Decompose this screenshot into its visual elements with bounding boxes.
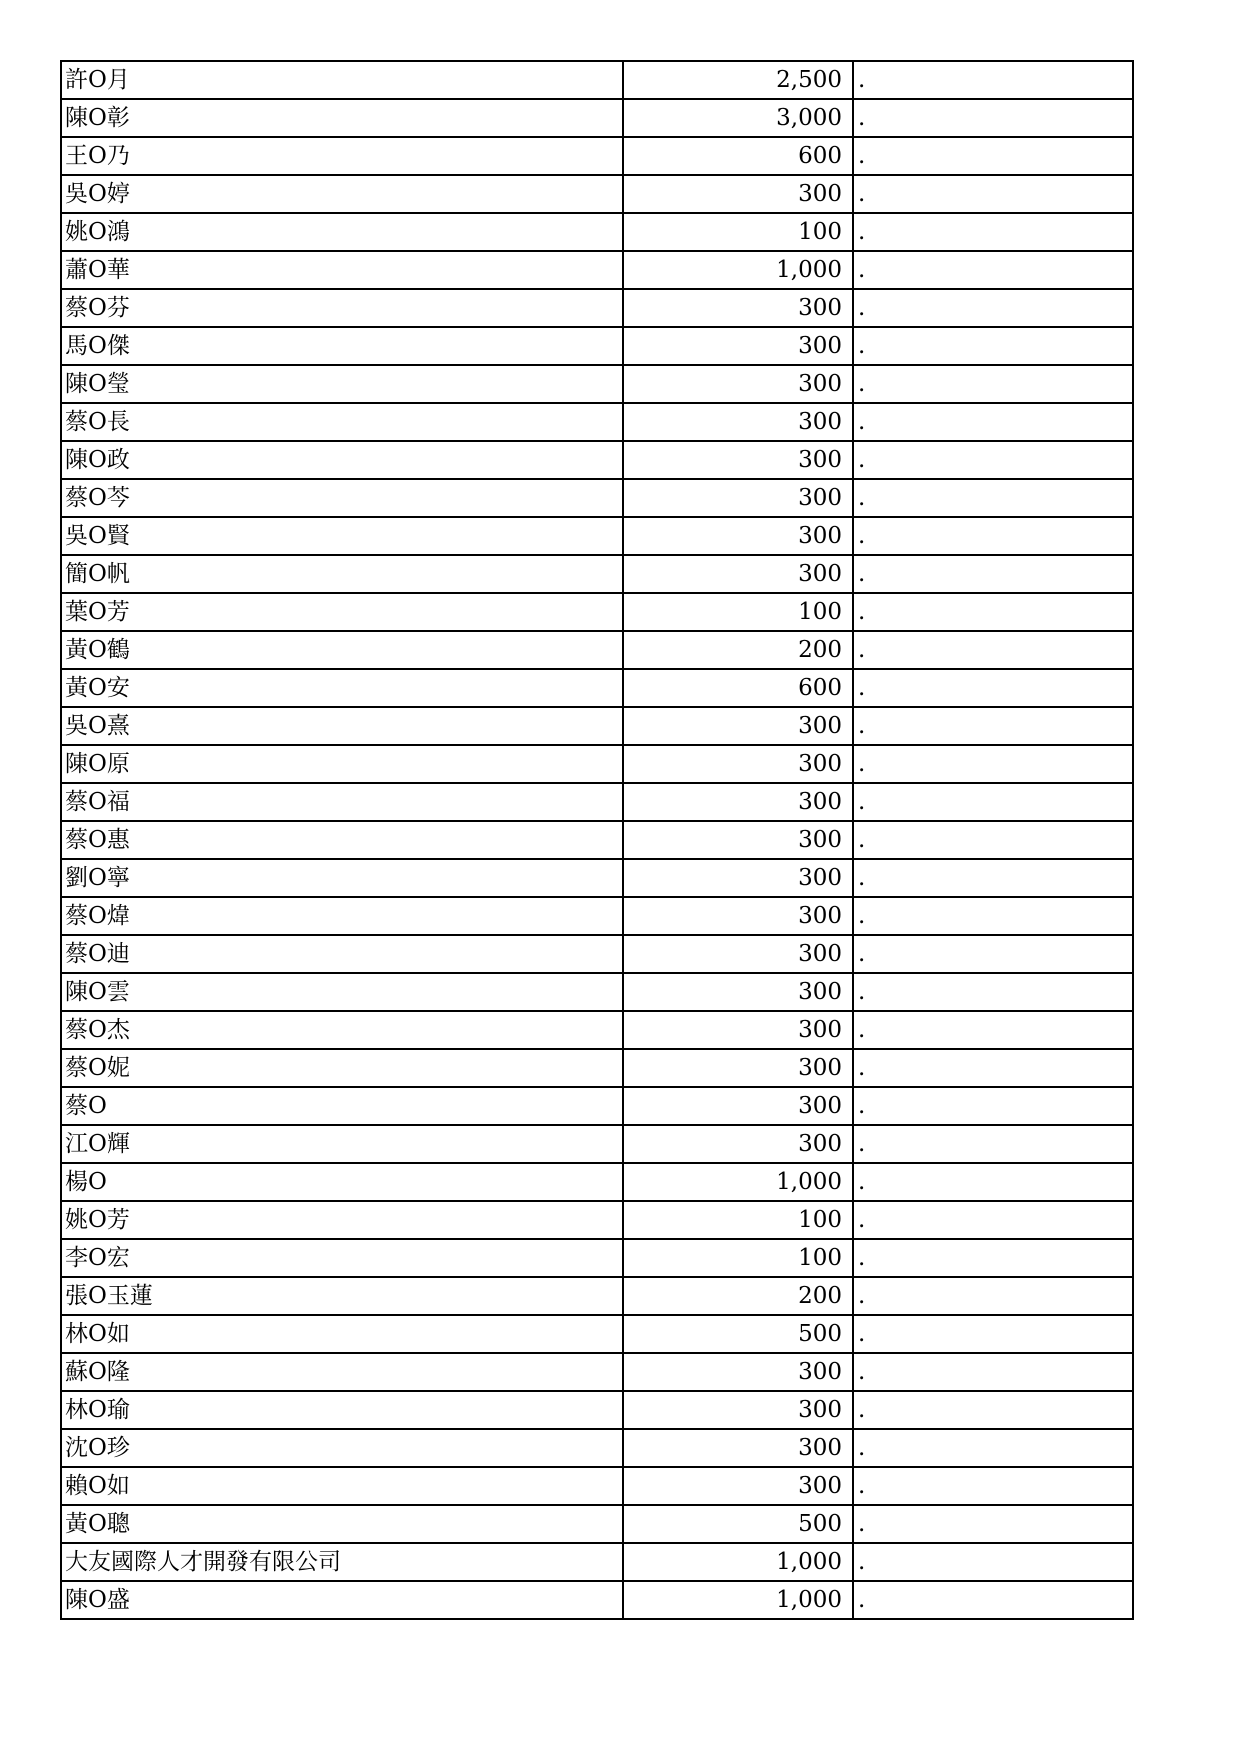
amount-cell: 300 <box>623 517 853 555</box>
amount-cell: 100 <box>623 1239 853 1277</box>
donor-name-cell: 馬O傑 <box>61 327 623 365</box>
table-row <box>61 61 1133 99</box>
note-cell: . <box>853 631 1133 669</box>
table-row <box>61 403 1133 441</box>
note-cell: . <box>853 137 1133 175</box>
donor-name-cell: 林O如 <box>61 1315 623 1353</box>
note-cell: . <box>853 517 1133 555</box>
donor-name-cell: 蔡O芩 <box>61 479 623 517</box>
table-row <box>61 783 1133 821</box>
amount-cell: 100 <box>623 213 853 251</box>
table-row <box>61 1163 1133 1201</box>
amount-cell: 300 <box>623 1125 853 1163</box>
amount-cell: 1,000 <box>623 251 853 289</box>
donor-name-cell: 蔡O福 <box>61 783 623 821</box>
note-cell: . <box>853 327 1133 365</box>
note-cell: . <box>853 669 1133 707</box>
table-row <box>61 897 1133 935</box>
note-cell: . <box>853 935 1133 973</box>
note-cell: . <box>853 1429 1133 1467</box>
table-row <box>61 973 1133 1011</box>
donor-name-cell: 蕭O華 <box>61 251 623 289</box>
amount-cell: 300 <box>623 1353 853 1391</box>
note-cell: . <box>853 403 1133 441</box>
note-cell: . <box>853 1315 1133 1353</box>
table-row <box>61 365 1133 403</box>
donor-name-cell: 蔡O惠 <box>61 821 623 859</box>
donor-name-cell: 蔡O迪 <box>61 935 623 973</box>
donor-name-cell: 簡O帆 <box>61 555 623 593</box>
table-row <box>61 859 1133 897</box>
donor-name-cell: 黃O鶴 <box>61 631 623 669</box>
donor-name-cell: 吳O熹 <box>61 707 623 745</box>
amount-cell: 300 <box>623 973 853 1011</box>
amount-cell: 300 <box>623 935 853 973</box>
table-row <box>61 1467 1133 1505</box>
amount-cell: 3,000 <box>623 99 853 137</box>
amount-cell: 300 <box>623 821 853 859</box>
table-row <box>61 1315 1133 1353</box>
table-row <box>61 1277 1133 1315</box>
note-cell: . <box>853 479 1133 517</box>
note-cell: . <box>853 745 1133 783</box>
amount-cell: 300 <box>623 859 853 897</box>
donor-name-cell: 蔡O杰 <box>61 1011 623 1049</box>
table-row <box>61 1543 1133 1581</box>
donor-name-cell: 蔡O長 <box>61 403 623 441</box>
note-cell: . <box>853 1543 1133 1581</box>
table-row <box>61 593 1133 631</box>
donor-name-cell: 蔡O妮 <box>61 1049 623 1087</box>
note-cell: . <box>853 213 1133 251</box>
table-row <box>61 1087 1133 1125</box>
donation-table <box>60 60 1134 1620</box>
note-cell: . <box>853 783 1133 821</box>
table-row <box>61 517 1133 555</box>
donor-name-cell: 姚O芳 <box>61 1201 623 1239</box>
table-row <box>61 99 1133 137</box>
note-cell: . <box>853 555 1133 593</box>
table-row <box>61 631 1133 669</box>
amount-cell: 300 <box>623 327 853 365</box>
amount-cell: 500 <box>623 1505 853 1543</box>
amount-cell: 1,000 <box>623 1543 853 1581</box>
donor-name-cell: 黃O聰 <box>61 1505 623 1543</box>
amount-cell: 300 <box>623 403 853 441</box>
note-cell: . <box>853 707 1133 745</box>
note-cell: . <box>853 61 1133 99</box>
note-cell: . <box>853 821 1133 859</box>
table-row <box>61 327 1133 365</box>
amount-cell: 300 <box>623 479 853 517</box>
table-row <box>61 1429 1133 1467</box>
note-cell: . <box>853 897 1133 935</box>
note-cell: . <box>853 175 1133 213</box>
amount-cell: 300 <box>623 1087 853 1125</box>
donor-name-cell: 林O瑜 <box>61 1391 623 1429</box>
amount-cell: 1,000 <box>623 1163 853 1201</box>
table-row <box>61 669 1133 707</box>
donor-name-cell: 蔡O芬 <box>61 289 623 327</box>
table-row <box>61 251 1133 289</box>
donor-name-cell: 張O玉蓮 <box>61 1277 623 1315</box>
table-row <box>61 1201 1133 1239</box>
note-cell: . <box>853 1239 1133 1277</box>
donation-table-body <box>61 61 1133 1619</box>
table-row <box>61 821 1133 859</box>
note-cell: . <box>853 365 1133 403</box>
note-cell: . <box>853 289 1133 327</box>
table-row <box>61 1011 1133 1049</box>
amount-cell: 300 <box>623 1049 853 1087</box>
donor-name-cell: 許O月 <box>61 61 623 99</box>
donor-name-cell: 蔡O <box>61 1087 623 1125</box>
note-cell: . <box>853 973 1133 1011</box>
note-cell: . <box>853 1163 1133 1201</box>
table-row <box>61 213 1133 251</box>
donor-name-cell: 黃O安 <box>61 669 623 707</box>
table-row <box>61 137 1133 175</box>
donor-name-cell: 吳O婷 <box>61 175 623 213</box>
amount-cell: 1,000 <box>623 1581 853 1619</box>
donor-name-cell: 陳O瑩 <box>61 365 623 403</box>
amount-cell: 600 <box>623 669 853 707</box>
amount-cell: 600 <box>623 137 853 175</box>
amount-cell: 2,500 <box>623 61 853 99</box>
note-cell: . <box>853 1049 1133 1087</box>
note-cell: . <box>853 1391 1133 1429</box>
note-cell: . <box>853 1467 1133 1505</box>
donor-name-cell: 陳O盛 <box>61 1581 623 1619</box>
note-cell: . <box>853 251 1133 289</box>
donor-name-cell: 陳O原 <box>61 745 623 783</box>
note-cell: . <box>853 1353 1133 1391</box>
donor-name-cell: 江O輝 <box>61 1125 623 1163</box>
amount-cell: 100 <box>623 1201 853 1239</box>
note-cell: . <box>853 441 1133 479</box>
table-row <box>61 1239 1133 1277</box>
amount-cell: 300 <box>623 897 853 935</box>
table-row <box>61 1125 1133 1163</box>
donor-name-cell: 陳O政 <box>61 441 623 479</box>
amount-cell: 300 <box>623 783 853 821</box>
amount-cell: 300 <box>623 289 853 327</box>
donor-name-cell: 賴O如 <box>61 1467 623 1505</box>
amount-cell: 300 <box>623 365 853 403</box>
amount-cell: 300 <box>623 555 853 593</box>
donor-name-cell: 王O乃 <box>61 137 623 175</box>
note-cell: . <box>853 1125 1133 1163</box>
table-row <box>61 1049 1133 1087</box>
table-row <box>61 1353 1133 1391</box>
donor-name-cell: 蘇O隆 <box>61 1353 623 1391</box>
note-cell: . <box>853 99 1133 137</box>
table-row <box>61 745 1133 783</box>
amount-cell: 300 <box>623 1011 853 1049</box>
table-row <box>61 1391 1133 1429</box>
note-cell: . <box>853 1505 1133 1543</box>
table-row <box>61 441 1133 479</box>
table-row <box>61 479 1133 517</box>
donor-name-cell: 葉O芳 <box>61 593 623 631</box>
amount-cell: 300 <box>623 441 853 479</box>
table-row <box>61 1505 1133 1543</box>
amount-cell: 300 <box>623 745 853 783</box>
table-row <box>61 175 1133 213</box>
note-cell: . <box>853 593 1133 631</box>
amount-cell: 300 <box>623 175 853 213</box>
note-cell: . <box>853 1581 1133 1619</box>
table-row <box>61 707 1133 745</box>
donor-name-cell: 陳O彰 <box>61 99 623 137</box>
note-cell: . <box>853 1277 1133 1315</box>
donor-name-cell: 姚O鴻 <box>61 213 623 251</box>
donor-name-cell: 劉O寧 <box>61 859 623 897</box>
note-cell: . <box>853 1201 1133 1239</box>
note-cell: . <box>853 1011 1133 1049</box>
donor-name-cell: 陳O雲 <box>61 973 623 1011</box>
amount-cell: 100 <box>623 593 853 631</box>
amount-cell: 200 <box>623 1277 853 1315</box>
note-cell: . <box>853 1087 1133 1125</box>
note-cell: . <box>853 859 1133 897</box>
donor-name-cell: 吳O賢 <box>61 517 623 555</box>
donor-name-cell: 大友國際人才開發有限公司 <box>61 1543 623 1581</box>
donor-name-cell: 沈O珍 <box>61 1429 623 1467</box>
amount-cell: 500 <box>623 1315 853 1353</box>
amount-cell: 300 <box>623 1467 853 1505</box>
amount-cell: 300 <box>623 707 853 745</box>
table-row <box>61 555 1133 593</box>
table-row <box>61 289 1133 327</box>
table-row <box>61 935 1133 973</box>
amount-cell: 300 <box>623 1429 853 1467</box>
donor-name-cell: 李O宏 <box>61 1239 623 1277</box>
table-row <box>61 1581 1133 1619</box>
donor-name-cell: 蔡O煒 <box>61 897 623 935</box>
amount-cell: 300 <box>623 1391 853 1429</box>
amount-cell: 200 <box>623 631 853 669</box>
donor-name-cell: 楊O <box>61 1163 623 1201</box>
